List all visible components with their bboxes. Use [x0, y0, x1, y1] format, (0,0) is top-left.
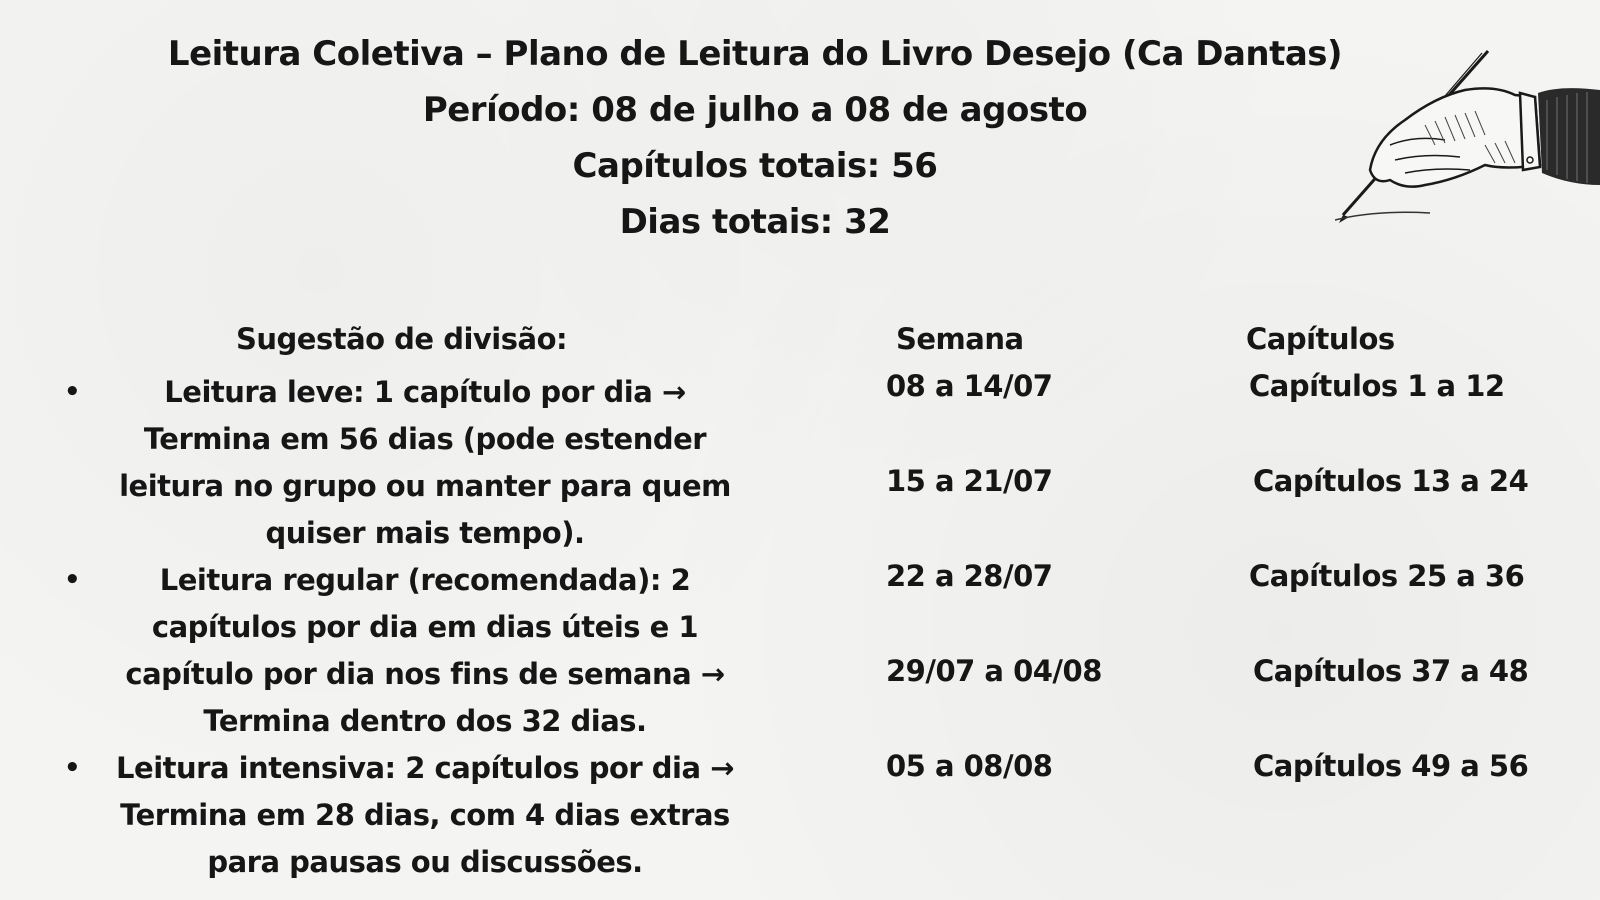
total-chapters: Capítulos totais: 56: [572, 146, 938, 186]
hand-writing-with-quill-icon: [1335, 45, 1600, 225]
week-column-header: Semana: [896, 322, 1024, 356]
chapters-cell: Capítulos 25 a 36: [1249, 559, 1525, 593]
week-cell: 05 a 08/08: [886, 749, 1053, 783]
week-cell: 29/07 a 04/08: [886, 654, 1102, 688]
bullet-icon: •: [64, 753, 81, 783]
reading-period: Período: 08 de julho a 08 de agosto: [422, 90, 1088, 130]
total-days: Dias totais: 32: [619, 202, 891, 242]
chapters-cell: Capítulos 1 a 12: [1249, 369, 1505, 403]
page-title: Leitura Coletiva – Plano de Leitura do Livro Desejo (Ca Dantas): [167, 34, 1343, 74]
bullet-icon: •: [64, 565, 81, 595]
suggestion-list: [55, 369, 755, 886]
list-item: [55, 745, 755, 886]
suggestion-intensive-text: Leitura intensiva: 2 capítulos por dia → Termina em 28 dias, com 4 dias extras para pausas ou discussões.: [116, 751, 734, 879]
chapters-cell: Capítulos 49 a 56: [1253, 749, 1529, 783]
chapters-cell: Capítulos 37 a 48: [1253, 654, 1529, 688]
suggestion-light-text: Leitura leve: 1 capítulo por dia → Termina em 56 dias (pode estender leitura no grupo ou manter para quem quiser mais tempo).: [119, 375, 731, 550]
week-cell: 15 a 21/07: [886, 464, 1053, 498]
suggestion-regular-text: Leitura regular (recomendada): 2 capítulos por dia em dias úteis e 1 capítulo por dia nos fins de semana → Termina dentro dos 32 dias.: [125, 563, 725, 738]
bullet-icon: •: [64, 377, 81, 407]
week-cell: 22 a 28/07: [886, 559, 1053, 593]
chapters-column-header: Capítulos: [1246, 322, 1395, 356]
list-item: [55, 369, 755, 557]
list-item: [55, 557, 755, 745]
chapters-cell: Capítulos 13 a 24: [1253, 464, 1529, 498]
week-cell: 08 a 14/07: [886, 369, 1053, 403]
suggestion-heading: Sugestão de divisão:: [236, 322, 568, 356]
